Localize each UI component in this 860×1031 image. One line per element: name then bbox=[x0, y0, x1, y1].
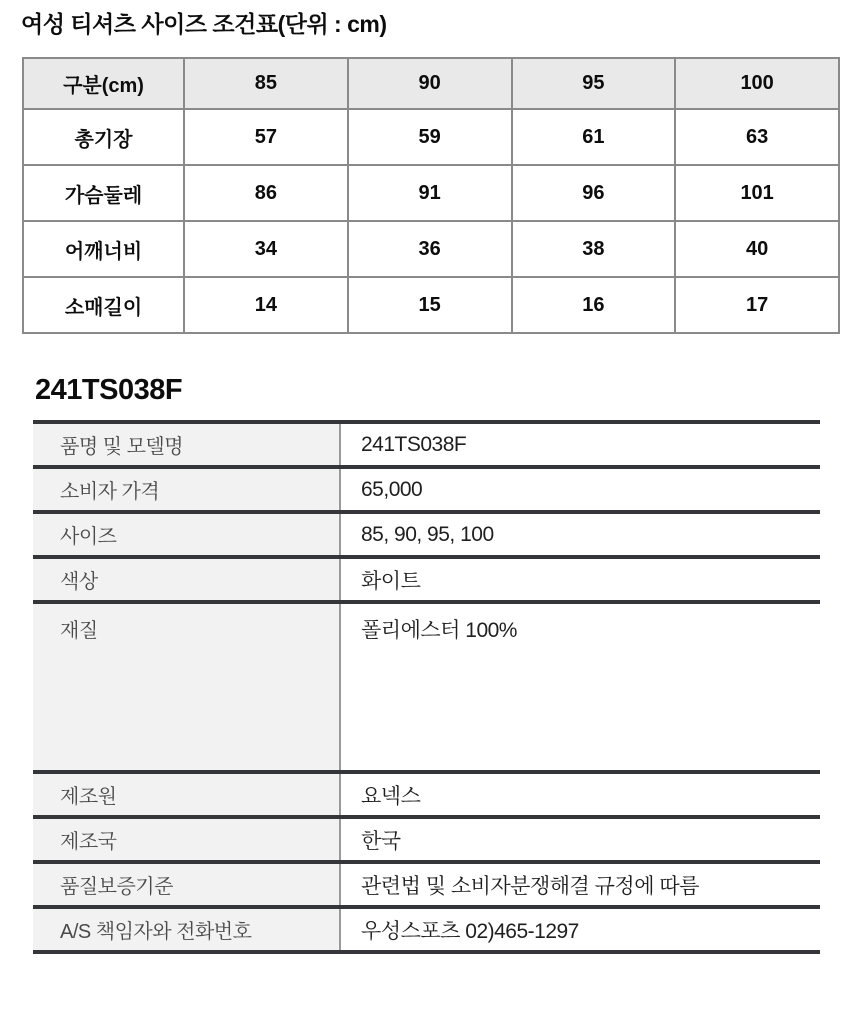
size-row-label: 소매길이 bbox=[23, 277, 184, 333]
spec-row bbox=[33, 512, 820, 557]
size-row-label: 총기장 bbox=[23, 109, 184, 165]
size-cell: 17 bbox=[675, 277, 839, 333]
size-col-header: 100 bbox=[675, 58, 839, 109]
spec-row bbox=[33, 907, 820, 952]
size-cell: 91 bbox=[348, 165, 512, 221]
size-cell: 36 bbox=[348, 221, 512, 277]
product-model-heading: 241TS038F bbox=[35, 374, 183, 406]
size-chart-table bbox=[22, 57, 840, 334]
size-cell: 61 bbox=[512, 109, 676, 165]
size-cell: 59 bbox=[348, 109, 512, 165]
spec-value: 85, 90, 95, 100 bbox=[340, 512, 820, 557]
size-cell: 16 bbox=[512, 277, 676, 333]
spec-value: 관련법 및 소비자분쟁해결 규정에 따름 bbox=[340, 862, 820, 907]
spec-label: A/S 책임자와 전화번호 bbox=[33, 907, 340, 952]
spec-label: 제조원 bbox=[33, 772, 340, 817]
size-chart-header-row bbox=[23, 58, 839, 109]
size-cell: 57 bbox=[184, 109, 348, 165]
spec-value: 요넥스 bbox=[340, 772, 820, 817]
size-cell: 96 bbox=[512, 165, 676, 221]
spec-value: 65,000 bbox=[340, 467, 820, 512]
size-cell: 86 bbox=[184, 165, 348, 221]
size-chart-row bbox=[23, 221, 839, 277]
spec-value: 우성스포츠 02)465-1297 bbox=[340, 907, 820, 952]
size-cell: 101 bbox=[675, 165, 839, 221]
spec-value: 241TS038F bbox=[340, 422, 820, 467]
spec-label: 색상 bbox=[33, 557, 340, 602]
spec-label: 소비자 가격 bbox=[33, 467, 340, 512]
size-col-header: 구분(cm) bbox=[23, 58, 184, 109]
size-chart-row bbox=[23, 165, 839, 221]
size-cell: 63 bbox=[675, 109, 839, 165]
size-chart-title: 여성 티셔츠 사이즈 조건표(단위 : cm) bbox=[21, 11, 387, 37]
size-chart-row bbox=[23, 277, 839, 333]
size-col-header: 95 bbox=[512, 58, 676, 109]
size-row-label: 가슴둘레 bbox=[23, 165, 184, 221]
size-col-header: 85 bbox=[184, 58, 348, 109]
spec-label: 재질 bbox=[33, 602, 340, 772]
product-spec-table bbox=[33, 420, 820, 954]
spec-value: 화이트 bbox=[340, 557, 820, 602]
spec-row bbox=[33, 862, 820, 907]
size-cell: 34 bbox=[184, 221, 348, 277]
size-row-label: 어깨너비 bbox=[23, 221, 184, 277]
spec-row bbox=[33, 467, 820, 512]
spec-label: 품명 및 모델명 bbox=[33, 422, 340, 467]
size-cell: 14 bbox=[184, 277, 348, 333]
size-col-header: 90 bbox=[348, 58, 512, 109]
spec-row bbox=[33, 557, 820, 602]
spec-row bbox=[33, 602, 820, 772]
spec-row bbox=[33, 772, 820, 817]
size-cell: 15 bbox=[348, 277, 512, 333]
size-cell: 38 bbox=[512, 221, 676, 277]
spec-row bbox=[33, 817, 820, 862]
spec-row bbox=[33, 422, 820, 467]
size-cell: 40 bbox=[675, 221, 839, 277]
spec-label: 품질보증기준 bbox=[33, 862, 340, 907]
spec-label: 제조국 bbox=[33, 817, 340, 862]
spec-label: 사이즈 bbox=[33, 512, 340, 557]
size-chart-row bbox=[23, 109, 839, 165]
spec-value: 한국 bbox=[340, 817, 820, 862]
spec-value: 폴리에스터 100% bbox=[340, 602, 820, 772]
